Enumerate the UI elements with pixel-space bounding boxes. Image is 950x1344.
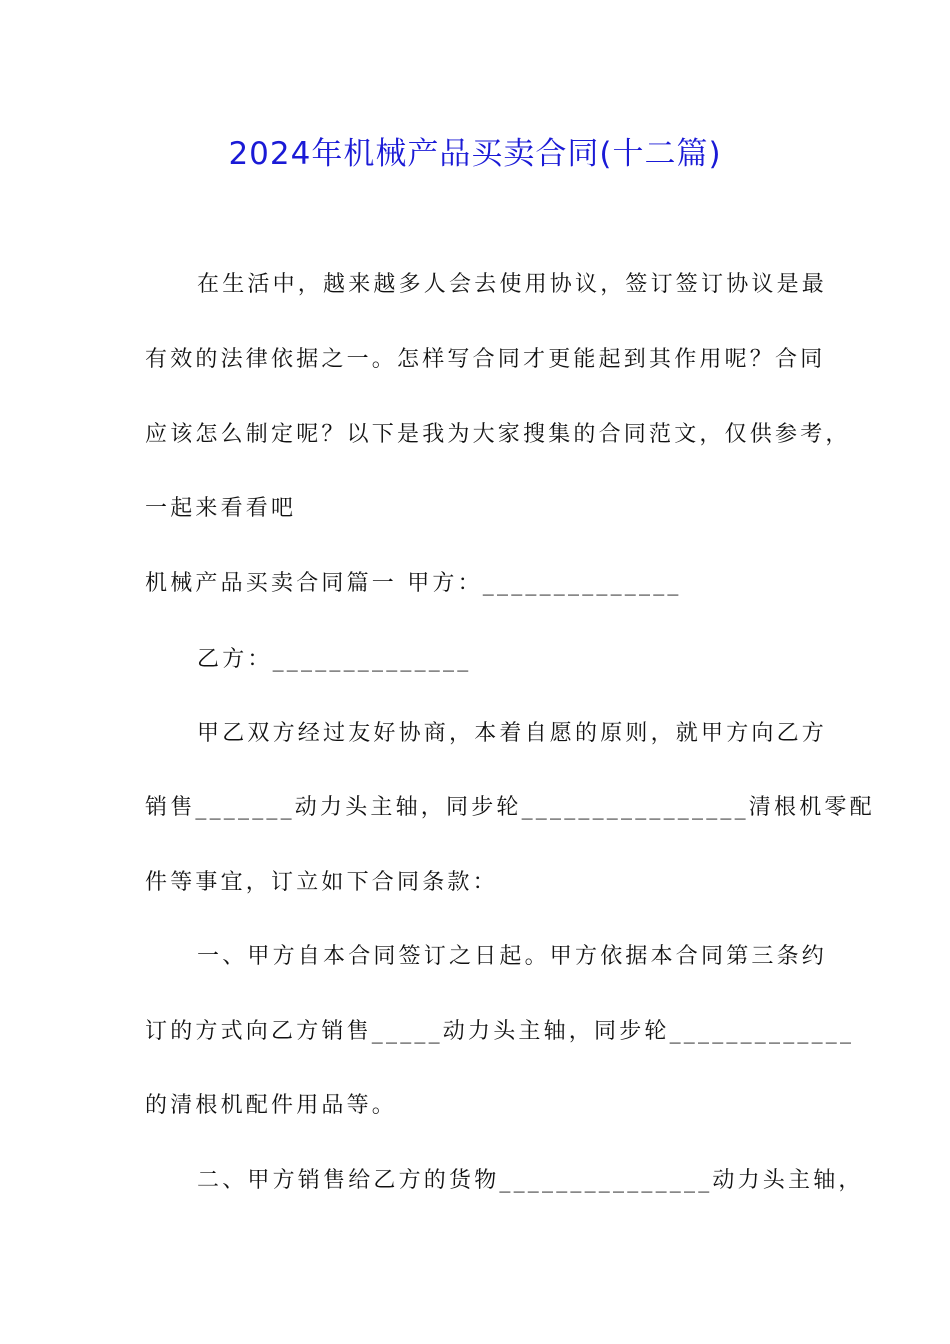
paragraph-line: 销售_______动力头主轴，同步轮________________清根机零配 (145, 795, 875, 820)
paragraph-line: 应该怎么制定呢？以下是我为大家搜集的合同范文，仅供参考， (145, 422, 851, 447)
section-heading-line: 机械产品买卖合同篇一 甲方：______________ (145, 571, 682, 596)
clause-line: 二、甲方销售给乙方的货物_______________动力头主轴， (197, 1168, 864, 1193)
clause-line: 一、甲方自本合同签订之日起。甲方依据本合同第三条约 (197, 944, 828, 969)
paragraph-line: 有效的法律依据之一。怎样写合同才更能起到其作用呢？合同 (145, 347, 826, 372)
paragraph-line: 一起来看看吧 (145, 496, 297, 521)
document-title: 2024年机械产品买卖合同(十二篇) (228, 136, 722, 172)
paragraph-line: 件等事宜，订立如下合同条款： (145, 870, 498, 895)
clause-line: 的清根机配件用品等。 (145, 1093, 398, 1118)
paragraph-line: 在生活中，越来越多人会去使用协议，签订签订协议是最 (197, 272, 828, 297)
paragraph-line: 甲乙双方经过友好协商，本着自愿的原则，就甲方向乙方 (197, 721, 828, 746)
clause-line: 订的方式向乙方销售_____动力头主轴，同步轮_____________ (145, 1019, 855, 1044)
party-b-line: 乙方：______________ (197, 647, 472, 672)
